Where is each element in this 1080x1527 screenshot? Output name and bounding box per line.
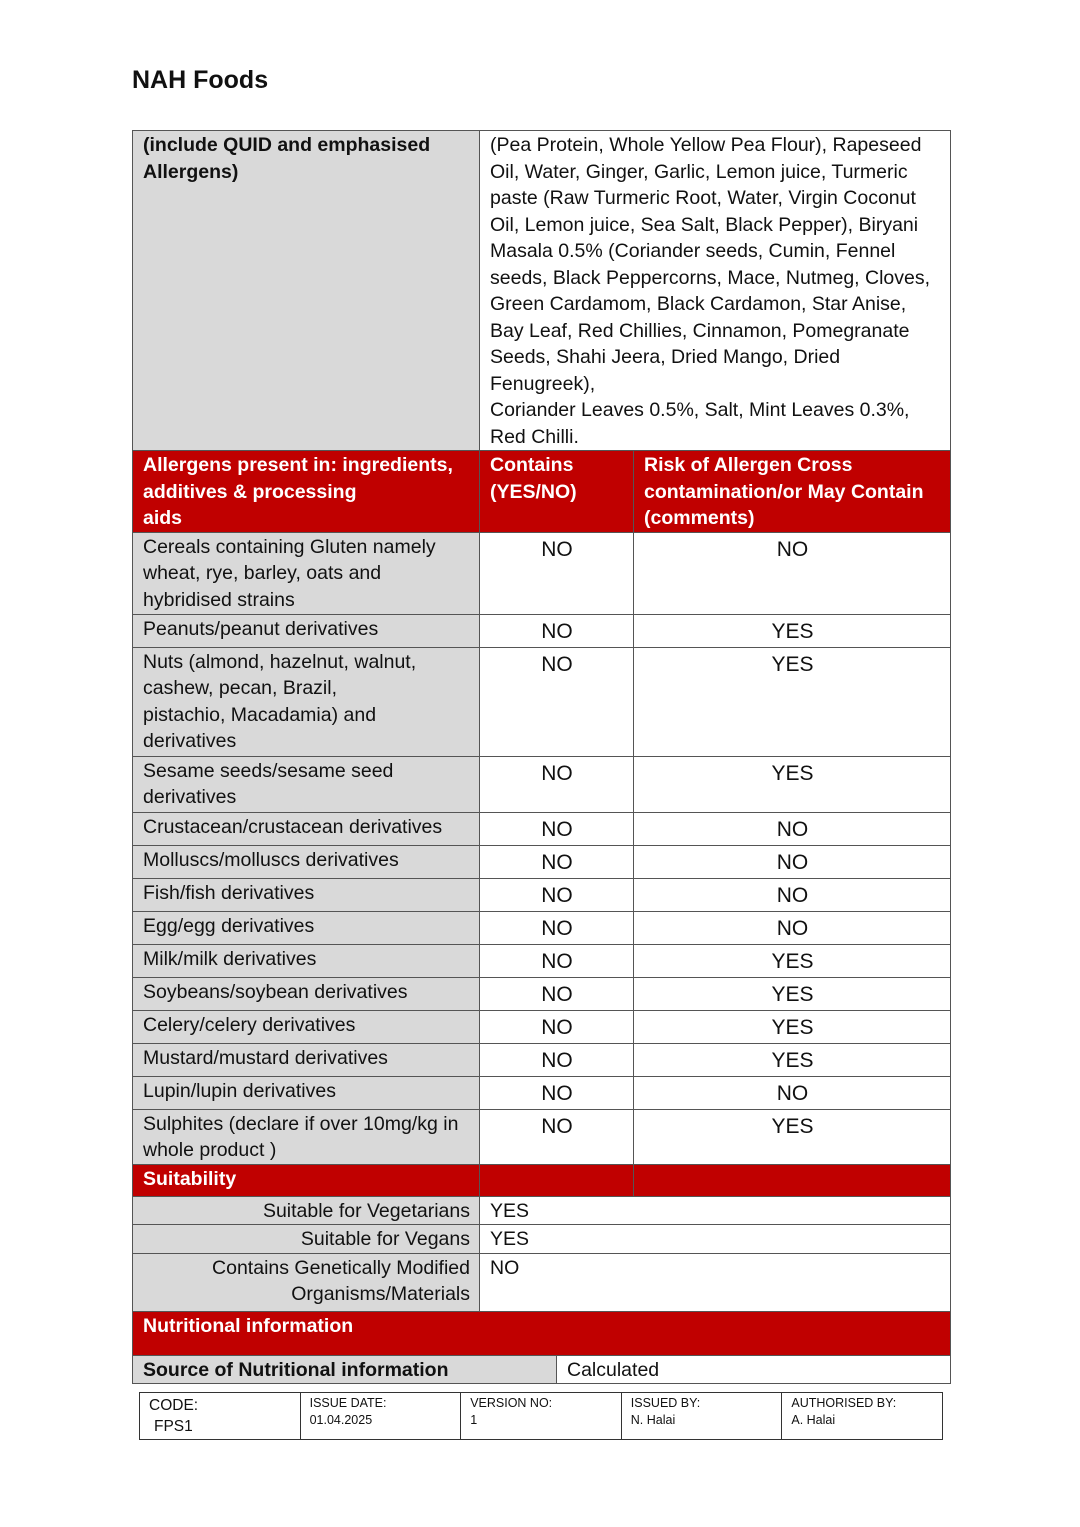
- allergen-name: Celery/celery derivatives: [133, 1010, 480, 1043]
- allergen-name: Soybeans/soybean derivatives: [133, 977, 480, 1010]
- allergen-contains: NO: [480, 911, 634, 944]
- allergen-contains: NO: [480, 845, 634, 878]
- allergen-risk: NO: [634, 812, 951, 845]
- allergen-row: [133, 812, 951, 845]
- allergen-contains: NO: [480, 1010, 634, 1043]
- footer-issue-date-value: 01.04.2025: [309, 1413, 373, 1427]
- footer-code-cell: [140, 1393, 301, 1440]
- allergen-header-col2: Contains (YES/NO): [480, 451, 634, 533]
- allergen-name: Sulphites (declare if over 10mg/kg in whole product ): [133, 1109, 480, 1164]
- allergen-name: Nuts (almond, hazelnut, walnut, cashew, pecan, Brazil, pistachio, Macadamia) and derivatives: [133, 647, 480, 756]
- nutrition-source-label: Source of Nutritional information: [133, 1355, 557, 1384]
- document-control-footer: [139, 1392, 943, 1440]
- allergen-header-col3: Risk of Allergen Cross contamination/or May Contain (comments): [634, 451, 951, 533]
- suitability-row: [133, 1196, 951, 1225]
- nutrition-source-row: [133, 1355, 951, 1384]
- footer-authorised-by-label: AUTHORISED BY:: [791, 1396, 897, 1410]
- footer-version-cell: [461, 1393, 622, 1440]
- allergen-contains: NO: [480, 944, 634, 977]
- allergen-contains: NO: [480, 977, 634, 1010]
- allergen-row: [133, 614, 951, 647]
- allergen-contains: NO: [480, 647, 634, 756]
- allergen-row: [133, 878, 951, 911]
- allergen-risk: YES: [634, 1109, 951, 1164]
- allergen-risk: YES: [634, 647, 951, 756]
- ingredients-label: (include QUID and emphasised Allergens): [133, 131, 480, 451]
- suitability-header-blank-2: [634, 1164, 951, 1196]
- allergen-name: Lupin/lupin derivatives: [133, 1076, 480, 1109]
- allergen-row: [133, 647, 951, 756]
- suitability-label: Suitable for Vegans: [133, 1225, 480, 1254]
- allergen-name: Fish/fish derivatives: [133, 878, 480, 911]
- suitability-header: Suitability: [133, 1164, 480, 1196]
- allergen-risk: NO: [634, 911, 951, 944]
- footer-issue-date-cell: [300, 1393, 461, 1440]
- allergen-risk: NO: [634, 1076, 951, 1109]
- allergen-risk: YES: [634, 1010, 951, 1043]
- allergen-contains: NO: [480, 532, 634, 614]
- allergen-row: [133, 1010, 951, 1043]
- suitability-header-row: [133, 1164, 951, 1196]
- allergen-name: Cereals containing Gluten namely wheat, rye, barley, oats and hybridised strains: [133, 532, 480, 614]
- allergen-contains: NO: [480, 812, 634, 845]
- footer-authorised-by-value: A. Halai: [791, 1413, 836, 1427]
- footer-issue-date-label: ISSUE DATE:: [309, 1396, 387, 1410]
- allergen-risk: NO: [634, 845, 951, 878]
- allergen-risk: YES: [634, 614, 951, 647]
- allergen-row: [133, 911, 951, 944]
- allergen-risk: NO: [634, 532, 951, 614]
- suitability-label: Suitable for Vegetarians: [133, 1196, 480, 1225]
- ingredients-row: [133, 131, 951, 451]
- company-name: NAH Foods: [132, 66, 269, 94]
- suitability-value: YES: [480, 1196, 951, 1225]
- allergen-name: Molluscs/molluscs derivatives: [133, 845, 480, 878]
- allergen-contains: NO: [480, 878, 634, 911]
- allergen-row: [133, 977, 951, 1010]
- allergen-row: [133, 1109, 951, 1164]
- allergen-row: [133, 944, 951, 977]
- suitability-value: NO: [480, 1253, 951, 1311]
- footer-code-label: CODE:: [149, 1397, 199, 1414]
- allergen-row: [133, 756, 951, 812]
- allergen-row: [133, 845, 951, 878]
- suitability-label: Contains Genetically Modified Organisms/Materials: [133, 1253, 480, 1311]
- footer-issued-by-cell: [621, 1393, 782, 1440]
- footer-issued-by-label: ISSUED BY:: [630, 1396, 701, 1410]
- suitability-header-blank-1: [480, 1164, 634, 1196]
- allergen-contains: NO: [480, 1109, 634, 1164]
- allergen-risk: YES: [634, 944, 951, 977]
- allergen-contains: NO: [480, 1043, 634, 1076]
- allergen-contains: NO: [480, 614, 634, 647]
- allergen-header-col1: Allergens present in: ingredients, additives & processing aids: [133, 451, 480, 533]
- allergen-row: [133, 532, 951, 614]
- footer-authorised-by-cell: [782, 1393, 943, 1440]
- allergen-contains: NO: [480, 1076, 634, 1109]
- allergen-name: Egg/egg derivatives: [133, 911, 480, 944]
- allergen-name: Sesame seeds/sesame seed derivatives: [133, 756, 480, 812]
- allergen-row: [133, 1043, 951, 1076]
- ingredients-text: (Pea Protein, Whole Yellow Pea Flour), Rapeseed Oil, Water, Ginger, Garlic, Lemon juice, Turmeric paste (Raw Turmeric Root, Water, Virgin Coconut Oil, Lemon juice, Sea Salt, Black Pepper), Biryani Masala 0.5% (Coriander seeds, Cumin, Fennel seeds, Black Peppercorns, Mace, Nutmeg, Cloves, Green Cardamom, Black Cardamon, Star Anise, Bay Leaf, Red Chillies, Cinnamon, Pomegranate Seeds, Shahi Jeera, Dried Mango, Dried Fenugreek), Coriander Leaves 0.5%, Salt, Mint Leaves 0.3%, Red Chilli.: [480, 131, 951, 451]
- allergen-name: Peanuts/peanut derivatives: [133, 614, 480, 647]
- allergen-contains: NO: [480, 756, 634, 812]
- allergen-name: Milk/milk derivatives: [133, 944, 480, 977]
- footer-issued-by-value: N. Halai: [630, 1413, 676, 1427]
- footer-version-label: VERSION NO:: [470, 1396, 553, 1410]
- footer-code-value: FPS1: [154, 1418, 193, 1435]
- allergen-header-row: [133, 451, 951, 533]
- allergen-risk: YES: [634, 756, 951, 812]
- allergen-risk: YES: [634, 977, 951, 1010]
- allergen-name: Mustard/mustard derivatives: [133, 1043, 480, 1076]
- suitability-value: YES: [480, 1225, 951, 1254]
- allergen-risk: YES: [634, 1043, 951, 1076]
- suitability-row: [133, 1253, 951, 1311]
- nutrition-header-row: [133, 1311, 951, 1355]
- product-spec-table: [132, 130, 951, 1384]
- suitability-row: [133, 1225, 951, 1254]
- nutrition-header: Nutritional information: [133, 1311, 951, 1355]
- allergen-risk: NO: [634, 878, 951, 911]
- allergen-row: [133, 1076, 951, 1109]
- nutrition-source-value: Calculated: [557, 1355, 951, 1384]
- allergen-name: Crustacean/crustacean derivatives: [133, 812, 480, 845]
- footer-version-value: 1: [470, 1413, 478, 1427]
